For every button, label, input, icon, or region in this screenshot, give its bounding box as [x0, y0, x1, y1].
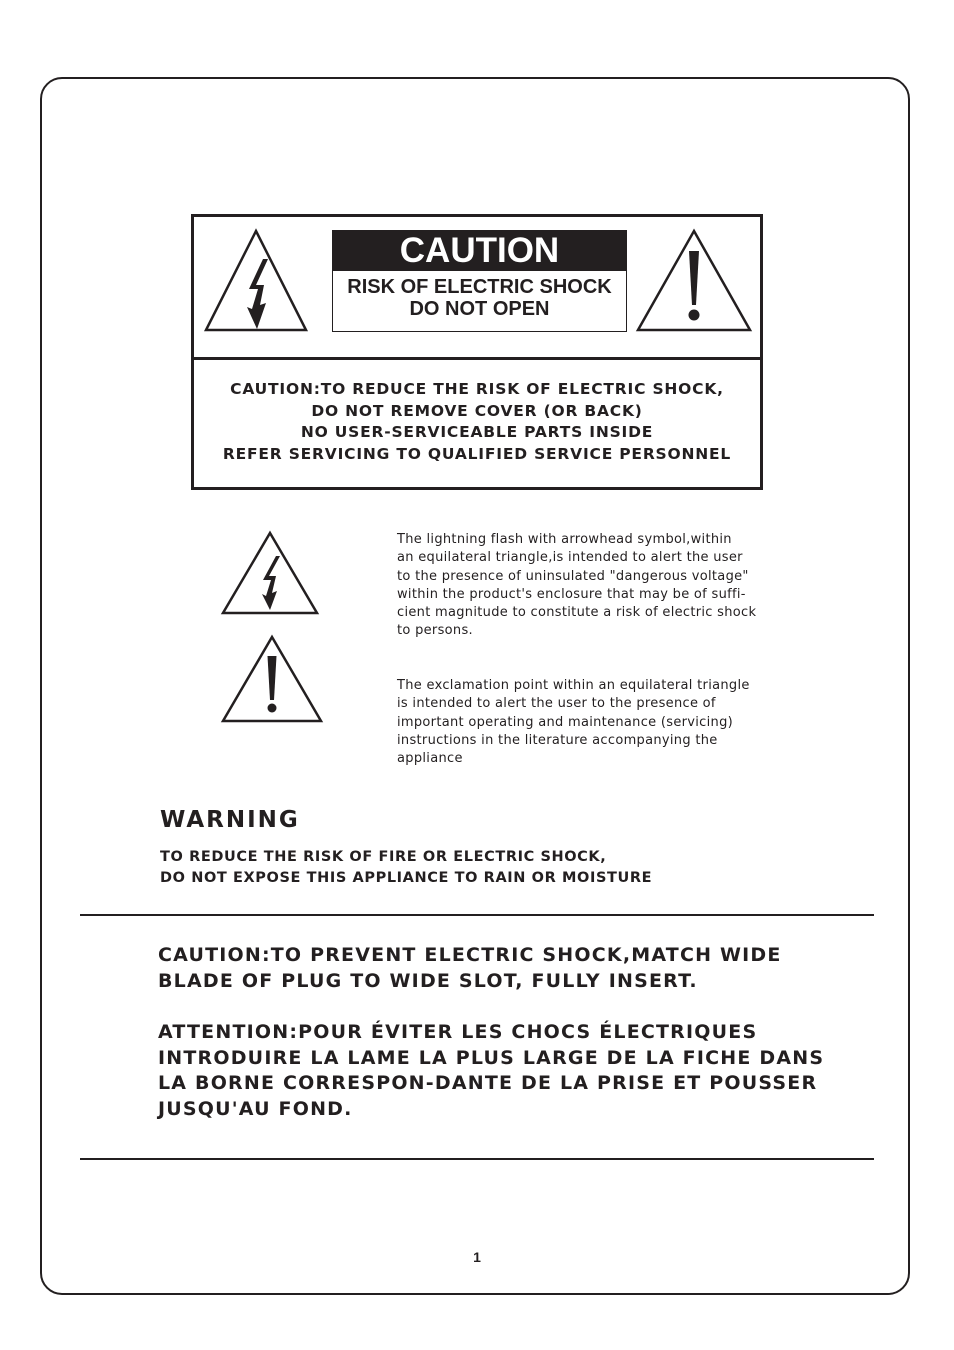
warning-title: WARNING: [160, 807, 300, 833]
explanation-line: to persons.: [397, 623, 473, 639]
caution-label: [332, 230, 627, 332]
plug-attention-line: JUSQU'AU FOND.: [158, 1097, 353, 1120]
explanation-line: instructions in the literature accompanying the: [397, 732, 718, 748]
explanation-line: cient magnitude to constitute a risk of electric shock: [397, 605, 757, 621]
plug-attention-text: [158, 1020, 824, 1122]
divider-bottom: [80, 1158, 874, 1160]
lightning-explanation: [397, 531, 756, 641]
plug-caution-line: CAUTION:TO PREVENT ELECTRIC SHOCK,MATCH WIDE: [158, 944, 782, 966]
caution-label-title: CAUTION: [333, 231, 626, 271]
explanation-line: The exclamation point within an equilateral triangle: [397, 678, 750, 693]
plug-attention-line: INTRODUIRE LA LAME LA PLUS LARGE DE LA FICHE DANS: [158, 1046, 825, 1069]
caution-label-line-2: DO NOT OPEN: [409, 298, 550, 320]
plug-attention-line: ATTENTION:POUR ÉVITER LES CHOCS ÉLECTRIQUES: [158, 1021, 758, 1043]
plug-attention-line: LA BORNE CORRESPON-DANTE DE LA PRISE ET POUSSER: [158, 1072, 818, 1094]
plug-caution-text: [158, 943, 782, 994]
plug-caution-line: BLADE OF PLUG TO WIDE SLOT, FULLY INSERT.: [158, 969, 698, 992]
caution-box-divider: [194, 357, 760, 360]
caution-box-line: REFER SERVICING TO QUALIFIED SERVICE PERSONNEL: [222, 444, 732, 463]
divider-top: [80, 914, 874, 916]
exclamation-triangle-icon: [634, 227, 754, 334]
explanation-line: appliance: [397, 751, 463, 767]
exclamation-explanation: [397, 677, 750, 768]
explanation-line: important operating and maintenance (servicing): [397, 714, 734, 730]
caution-box-text: [194, 379, 760, 465]
explanation-line: is intended to alert the user to the presence of: [397, 696, 716, 712]
lightning-triangle-icon: [202, 227, 310, 334]
explanation-line: The lightning flash with arrowhead symbol,within: [397, 532, 732, 547]
explanation-line: an equilateral triangle,is intended to alert the user: [397, 550, 743, 566]
explanation-line: to the presence of uninsulated "dangerous voltage": [397, 568, 749, 584]
lightning-triangle-icon: [220, 530, 320, 616]
page-number: 1: [473, 1249, 481, 1265]
warning-line: TO REDUCE THE RISK OF FIRE OR ELECTRIC SHOCK,: [160, 849, 607, 865]
warning-line: DO NOT EXPOSE THIS APPLIANCE TO RAIN OR MOISTURE: [160, 870, 653, 886]
explanation-line: within the product's enclosure that may be of suffi-: [397, 586, 746, 602]
caution-box: [191, 214, 763, 490]
caution-label-line-1: RISK OF ELECTRIC SHOCK: [347, 276, 612, 298]
exclamation-triangle-icon: [220, 634, 324, 724]
caution-box-line: CAUTION:TO REDUCE THE RISK OF ELECTRIC SHOCK,: [230, 380, 724, 398]
caution-box-line: NO USER-SERVICEABLE PARTS INSIDE: [300, 423, 654, 441]
warning-text: [160, 847, 652, 889]
caution-box-line: DO NOT REMOVE COVER (OR BACK): [311, 401, 643, 420]
